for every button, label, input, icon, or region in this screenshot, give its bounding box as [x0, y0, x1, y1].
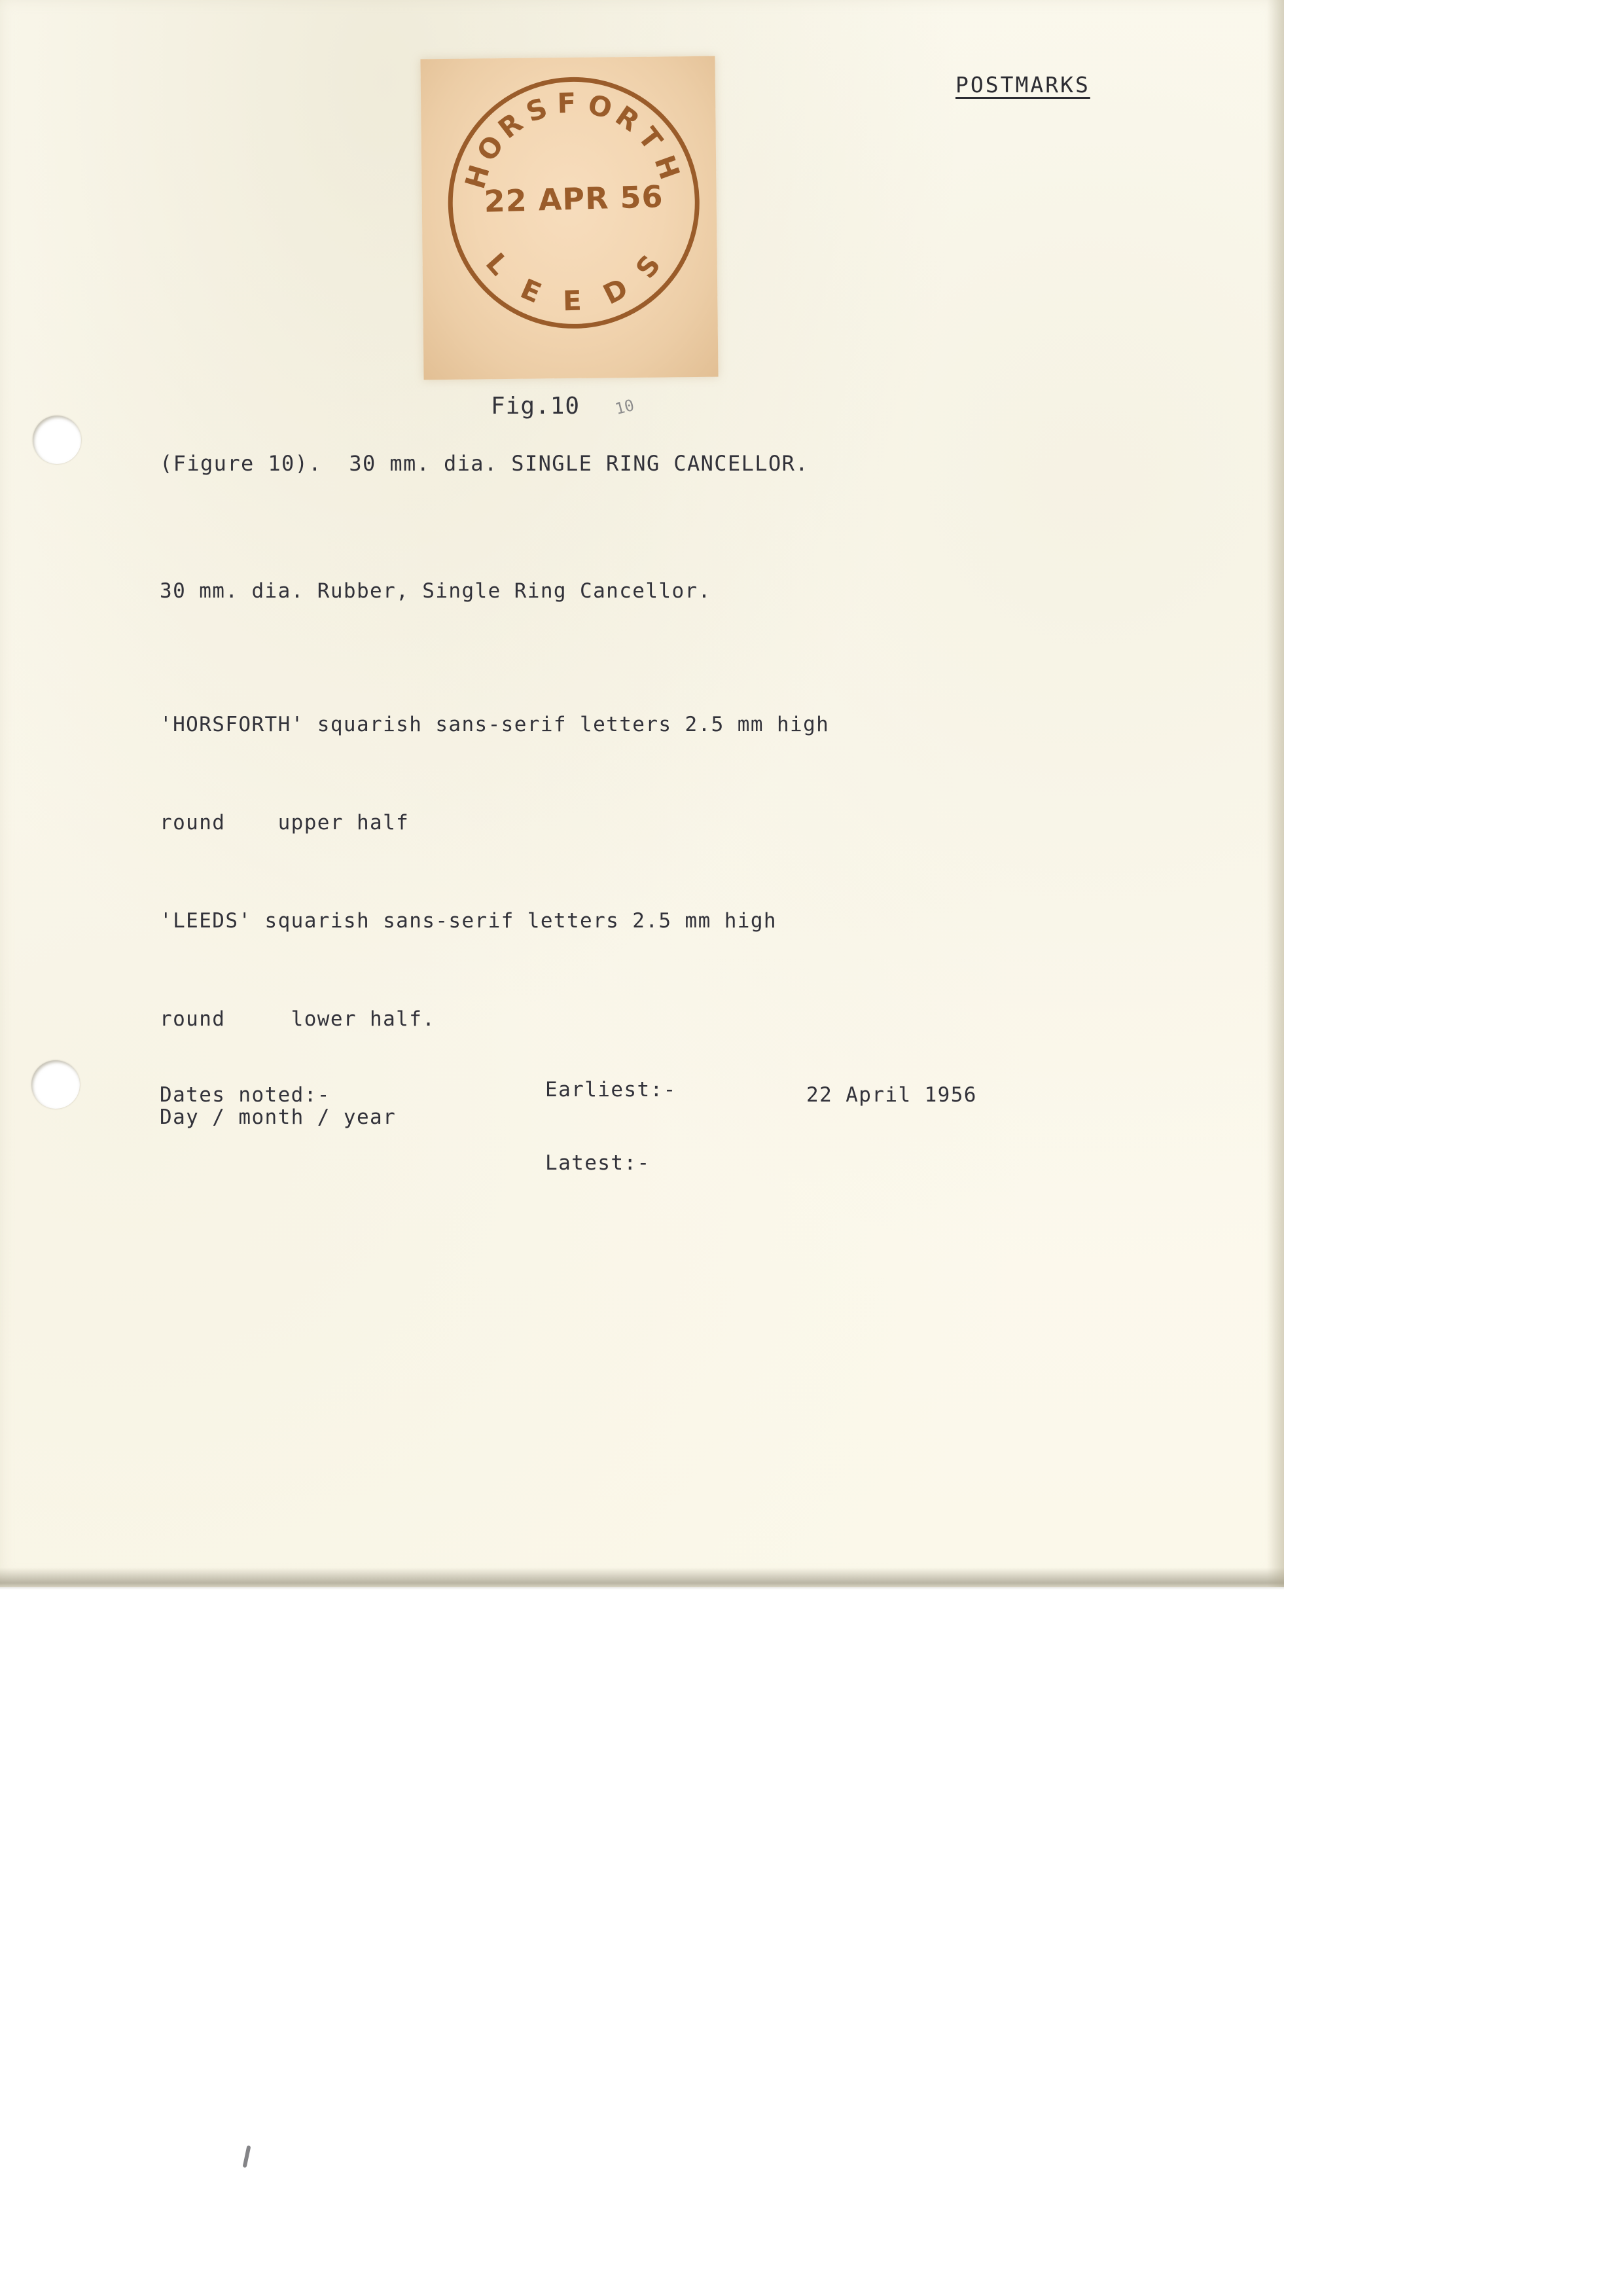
postmark-arc-char: R [492, 106, 529, 145]
postmark-single-ring-icon [444, 74, 703, 332]
earliest-value: 22 April 1956 [806, 1083, 977, 1107]
postmark-arc-char: S [522, 92, 552, 129]
stray-pencil-mark [243, 2145, 251, 2168]
postmark-bottom-arc-text [450, 79, 698, 327]
details-line-4-text: round lower half. [160, 1007, 436, 1031]
figure-reference-line: (Figure 10). 30 mm. dia. SINGLE RING CANCELLOR. [160, 451, 809, 476]
postmark-arc-char: E [516, 272, 546, 310]
postmark-arc-char: L [479, 247, 516, 281]
stamp-paper-patch [420, 56, 718, 380]
details-line-1: 'HORSFORTH' squarish sans-serif letters 2.5 mm high [160, 713, 830, 736]
details-line-5: Day / month / year [160, 1105, 397, 1129]
figure-10 [422, 58, 717, 420]
page-title: POSTMARKS [955, 72, 1090, 98]
punch-hole-bottom [31, 1060, 80, 1109]
punch-hole-top [33, 416, 81, 464]
postmark-arc-char: S [629, 249, 667, 285]
postmark-date-text: 22 APR 56 [483, 179, 664, 219]
postmark-arc-char: O [470, 129, 510, 167]
postmark-arc-char: T [632, 121, 669, 156]
latest-label: Latest:- [545, 1151, 651, 1175]
figure-caption: Fig.10 [491, 393, 580, 420]
dates-noted-label: Dates noted:- [160, 1083, 330, 1107]
punch-hole-shadow [24, 408, 86, 468]
details-paragraph [160, 643, 829, 1199]
postmark-arc-char: R [609, 99, 646, 138]
details-line-2-text: round upper half [160, 811, 410, 834]
page-bottom-edge-shadow [0, 1568, 1284, 1590]
details-line-2 [160, 806, 829, 839]
description-line: 30 mm. dia. Rubber, Single Ring Cancellor. [160, 579, 711, 603]
details-line-4 [160, 1003, 829, 1035]
postmark-arc-char: F [556, 86, 577, 120]
figure-pencil-annotation: 10 [613, 395, 636, 419]
punch-hole-shadow [22, 1052, 85, 1113]
postmark-arc-char: O [584, 88, 616, 126]
postmark-arc-char: H [458, 161, 496, 192]
postmark-arc-char: E [562, 284, 582, 317]
postmark-arc-char: D [597, 272, 633, 311]
postmark-arc-char: H [648, 151, 687, 184]
earliest-label: Earliest:- [545, 1078, 677, 1102]
details-line-3: 'LEEDS' squarish sans-serif letters 2.5 mm high [160, 909, 777, 933]
